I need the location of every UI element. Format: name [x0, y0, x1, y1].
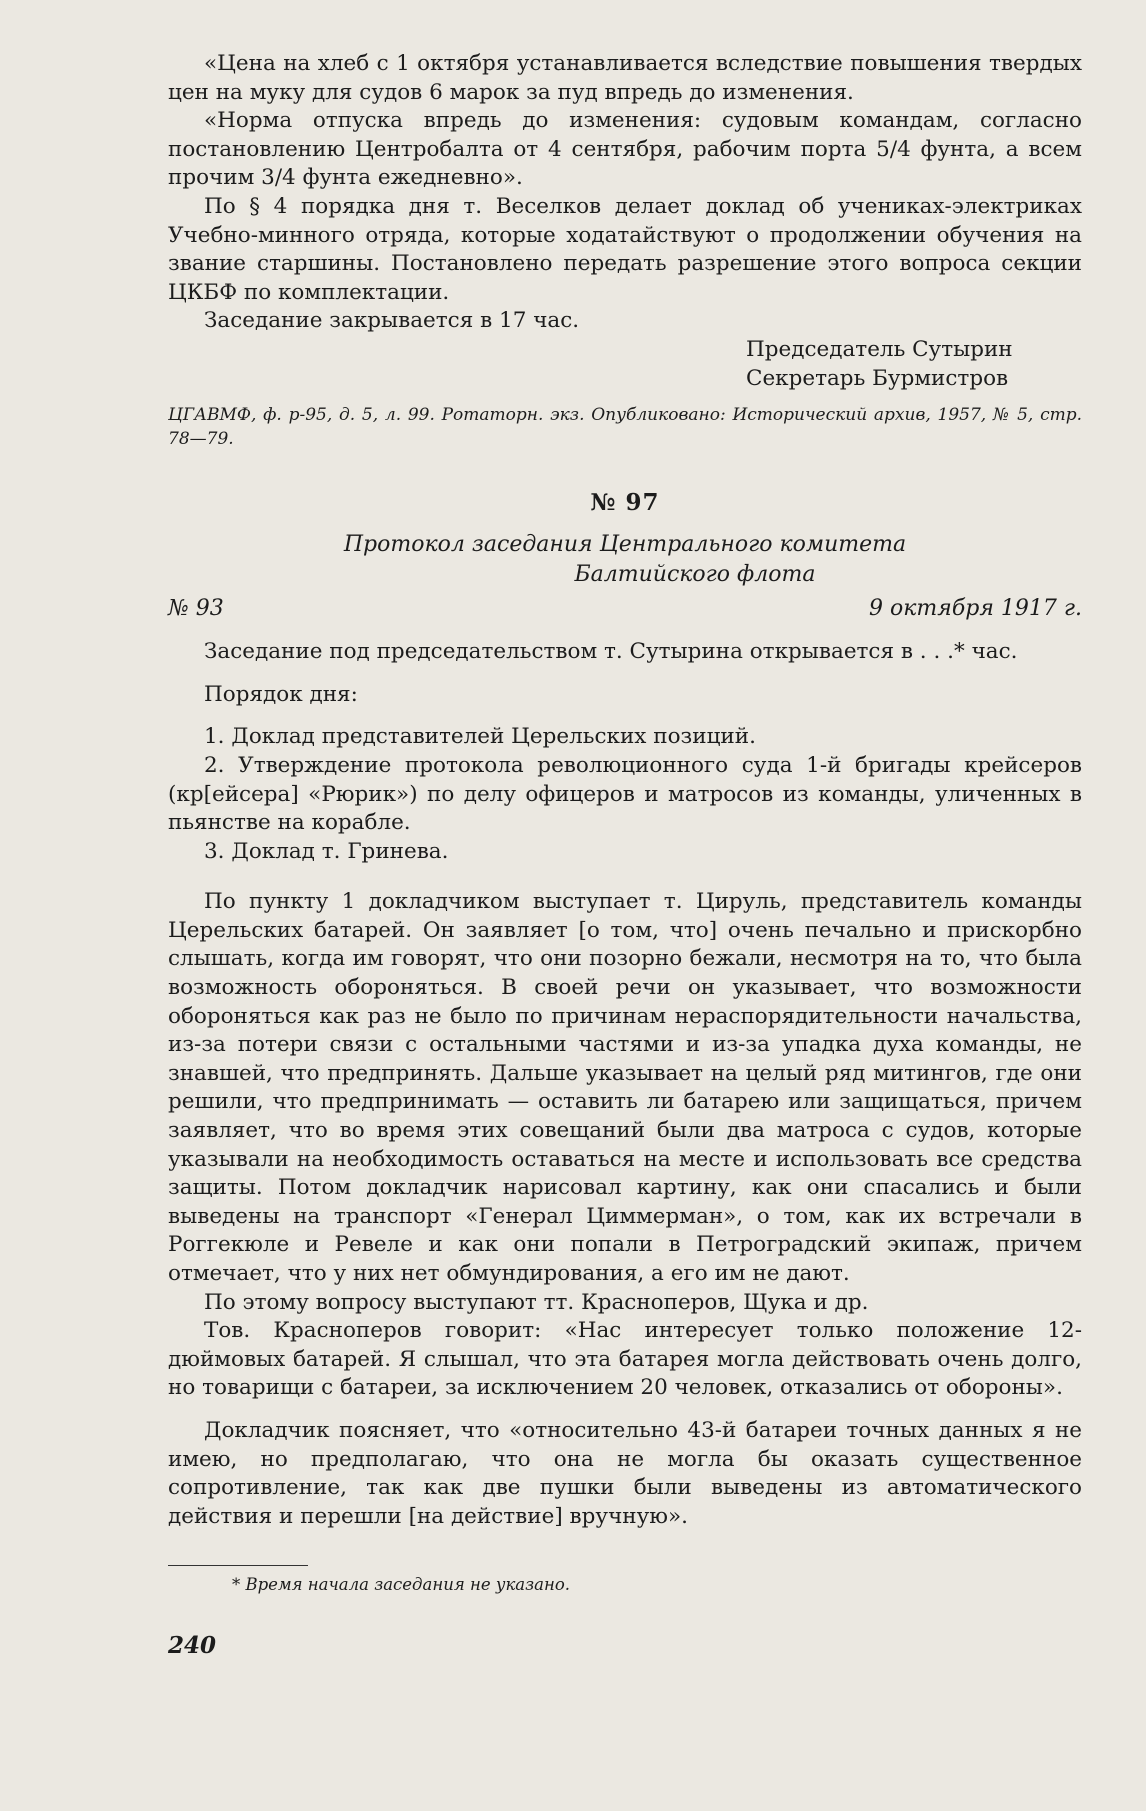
krasnoperov-paragraph: Тов. Красноперов говорит: «Нас интересует только положение 12-дюймовых батарей. Я слышал, что эта батарея могла действовать очень долго, но товарищи с батареи, за исключением 20 человек, отказались от обороны».	[168, 1318, 1082, 1401]
opening-paragraph: Заседание под председательством т. Сутырина открывается в . . .* час.	[204, 639, 1018, 665]
agenda-item: 2. Утверждение протокола революционного суда 1-й бригады крейсеров (кр[ейсера] «Рюрик») по делу офицеров и матросов из команды, уличенных в пьянстве на корабле.	[168, 752, 1082, 836]
title-line-2: Балтийского флота	[574, 562, 816, 588]
speakers-paragraph: По этому вопросу выступают тт. Красноперов, Щука и др.	[204, 1289, 869, 1315]
item4-paragraph: По § 4 порядка дня т. Веселков делает доклад об учениках-электриках Учебно-минного отряда, которые ходатайствуют о продолжении обучения на звание старшины. Постановлено передать разрешение этого вопроса секции ЦКБФ по комплектации.	[168, 193, 1082, 305]
protocol-date: 9 октября 1917 г.	[869, 596, 1082, 622]
bread-price-paragraph: «Цена на хлеб с 1 октября устанавливается вследствие повышения твердых цен на муку для судов 6 марок за пуд впредь до изменения.	[168, 51, 1082, 105]
title-line-1: Протокол заседания Центрального комитета	[343, 532, 907, 558]
report-paragraph: По пункту 1 докладчиком выступает т. Цируль, представитель команды Церельских батарей. Он заявляет [о том, что] очень печально и прискорбно слышать, когда им говорят, что они позорно бежали, несмотря на то, что была возможность обороняться. В своей речи он указывает, что возможности обороняться как раз не было по причинам нераспорядительности начальства, из-за потери связи с остальными частями и из-за упадка духа команды, не знавшей, что предпринять. Дальше указывает на целый ряд митингов, где они решили, что предпринимать — оставить ли батарею или защищаться, причем заявляет, что во время этих совещаний были два матроса с судов, которые указывали на необходимость оставаться на месте и использовать все средства защиты. Потом докладчик нарисовал картину, как они спасались и были выведены на транспорт «Генерал Циммерман», о том, как их встречали в Роггекюле и Ревеле и как они попали в Петроградский экипаж, причем отмечает, что у них нет обмундирования, а его им не дают.	[168, 889, 1082, 1286]
ration-norm-paragraph: «Норма отпуска впредь до изменения: судовым командам, согласно постановлению Центробалта от 4 сентября, рабочим порта 5/4 фунта, а всем прочим 3/4 фунта ежедневно».	[168, 108, 1082, 191]
document-number: № 97	[590, 489, 660, 517]
footnote: * Время начала заседания не указано.	[232, 1575, 571, 1595]
secretary-signature: Секретарь Бурмистров	[746, 365, 1009, 391]
protocol-meta-row	[168, 594, 1082, 624]
agenda-header: Порядок дня:	[204, 681, 358, 707]
archive-source-note: ЦГАВМФ, ф. р-95, д. 5, л. 99. Ротаторн. экз. Опубликовано: Исторический архив, 1957, № 5, стр. 78—79.	[168, 405, 1082, 450]
page-number: 240	[168, 1632, 217, 1660]
chairman-signature: Председатель Сутырин	[746, 336, 1013, 362]
footnote-divider	[168, 1565, 308, 1566]
agenda-item: 1. Доклад представителей Церельских позиций.	[204, 724, 756, 750]
agenda-item: 3. Доклад т. Гринева.	[204, 838, 449, 864]
closing-paragraph: Заседание закрывается в 17 час.	[204, 308, 580, 334]
protocol-number: № 93	[168, 596, 224, 622]
document-title	[168, 530, 1082, 590]
reporter-reply-paragraph: Докладчик поясняет, что «относительно 43-й батареи точных данных я не имею, но предполагаю, что она не могла бы оказать существенное сопротивление, так как две пушки были выведены из автоматического действия и перешли [на действие] вручную».	[168, 1417, 1082, 1529]
